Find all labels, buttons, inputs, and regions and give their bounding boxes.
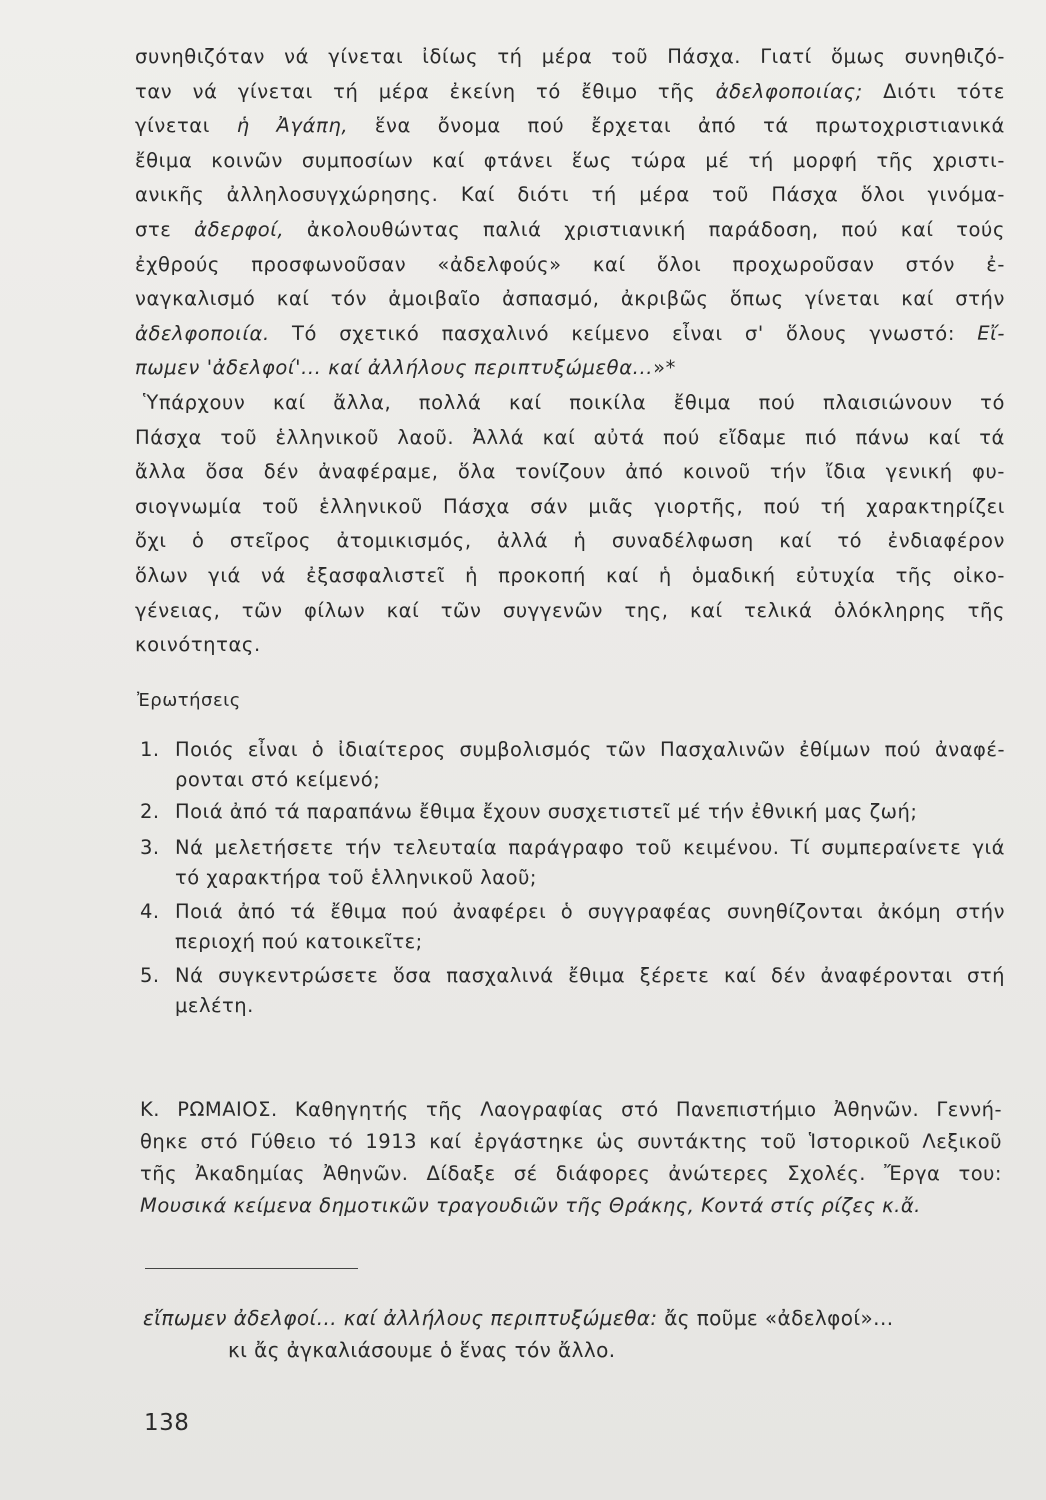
text-line: ἄλλα ὅσα δέν ἀναφέραμε, ὅλα τονίζουν ἀπό κοινοῦ τήν ἴδια γενική φυ- xyxy=(135,460,1005,484)
question-line: Ποιά ἀπό τά ἔθιμα πού ἀναφέρει ὁ συγγραφέας συνηθίζονται ἀκόμη στήν xyxy=(175,900,1005,923)
text-line: γίνεται ἡ Ἀγάπη, ἕνα ὄνομα πού ἔρχεται ἀπό τά πρωτοχριστιανικά xyxy=(135,114,1006,138)
question-number: 4. xyxy=(140,900,160,923)
page-number: 138 xyxy=(144,1410,190,1436)
question-text xyxy=(175,961,1005,1021)
question-line: Νά συγκεντρώσετε ὅσα πασχαλινά ἔθιμα ξέρετε καί δέν ἀναφέρονται στή xyxy=(175,964,1005,987)
bio-line: Μουσικά κείμενα δημοτικῶν τραγουδιῶν τῆς Θράκης, Κοντά στίς ρίζες κ.ἄ. xyxy=(140,1194,921,1217)
question-text xyxy=(175,897,1005,957)
text-line: Ὑπάρχουν καί ἄλλα, πολλά καί ποικίλα ἔθιμα πού πλαισιώνουν τό xyxy=(143,390,1005,414)
question-line: Ποιά ἀπό τά παραπάνω ἔθιμα ἔχουν συσχετιστεῖ μέ τήν ἐθνική μας ζωή; xyxy=(175,800,918,823)
main-text xyxy=(135,40,1005,663)
question-text xyxy=(175,833,1005,893)
question-line: Νά μελετήσετε τήν τελευταία παράγραφο τοῦ κειμένου. Τί συμπεραίνετε γιά xyxy=(175,836,1005,859)
text-line: ὅλων γιά νά ἐξασφαλιστεῖ ἡ προκοπή καί ἡ ὁμαδική εὐτυχία τῆς οἰκο- xyxy=(135,563,1005,587)
text-line: σιογνωμία τοῦ ἑλληνικοῦ Πάσχα σάν μιᾶς γιορτῆς, πού τή χαρακτηρίζει xyxy=(135,494,1005,518)
question-line: περιοχή πού κατοικεῖτε; xyxy=(175,930,423,953)
bio-line: θηκε στό Γύθειο τό 1913 καί ἐργάστηκε ὡς συντάκτης τοῦ Ἱστορικοῦ Λεξικοῦ xyxy=(140,1130,1002,1153)
footnote-rule xyxy=(145,1268,358,1269)
text-line: ταν νά γίνεται τή μέρα ἐκείνη τό ἔθιμο τῆς ἀδελφοποιίας; Διότι τότε xyxy=(135,79,1006,103)
footnote-line xyxy=(143,1302,1013,1334)
footnote-line: κι ἄς ἀγκαλιάσουμε ὁ ἕνας τόν ἄλλο. xyxy=(228,1338,616,1362)
question-item xyxy=(140,735,1005,795)
question-item xyxy=(140,797,1005,827)
question-item xyxy=(140,833,1005,893)
question-item xyxy=(140,961,1005,1021)
question-line: Ποιός εἶναι ὁ ἰδιαίτερος συμβολισμός τῶν Πασχαλινῶν ἐθίμων πού ἀναφέ- xyxy=(175,738,1005,761)
author-bio xyxy=(140,1094,1002,1222)
text-line: ἔθιμα κοινῶν συμποσίων καί φτάνει ἕως τώρα μέ τή μορφή τῆς χριστι- xyxy=(135,148,1005,172)
question-line: ρονται στό κείμενό; xyxy=(175,768,381,791)
footnote-italic: εἴπωμεν ἀδελφοί... καί ἀλλήλους περιπτυξώμεθα: xyxy=(143,1306,658,1330)
footnote-text: ἄς ποῦμε «ἀδελφοί»... xyxy=(657,1306,894,1330)
text-line: γένειας, τῶν φίλων καί τῶν συγγενῶν της, καί τελικά ὁλόκληρης τῆς xyxy=(135,598,1005,622)
text-line: πωμεν 'ἀδελφοί'... καί ἀλλήλους περιπτυξώμεθα...»* xyxy=(135,356,676,380)
text-line: ανικῆς ἀλληλοσυγχώρησης. Καί διότι τή μέρα τοῦ Πάσχα ὅλοι γινόμα- xyxy=(135,183,1005,207)
text-line: κοινότητας. xyxy=(135,633,261,657)
question-number: 5. xyxy=(140,964,160,987)
question-line: μελέτη. xyxy=(175,994,254,1017)
question-text xyxy=(175,735,1005,795)
text-line: ὄχι ὁ στεῖρος ἀτομικισμός, ἀλλά ἡ συναδέλφωση καί τό ἐνδιαφέρον xyxy=(135,529,1005,553)
text-line: συνηθιζόταν νά γίνεται ἰδίως τή μέρα τοῦ Πάσχα. Γιατί ὅμως συνηθιζό- xyxy=(135,45,1005,68)
question-text xyxy=(175,797,1005,827)
question-line: τό χαρακτήρα τοῦ ἑλληνικοῦ λαοῦ; xyxy=(175,866,537,889)
footnote xyxy=(143,1302,1013,1366)
bio-line: Κ. ΡΩΜΑΙΟΣ. Καθηγητής τῆς Λαογραφίας στό Πανεπιστήμιο Ἀθηνῶν. Γεννή- xyxy=(140,1098,1002,1121)
question-item xyxy=(140,897,1005,957)
text-line: στε ἀδερφοί, ἀκολουθώντας παλιά χριστιανική παράδοση, πού καί τούς xyxy=(135,217,1005,241)
text-line: ἐχθρούς προσφωνοῦσαν «ἀδελφούς» καί ὅλοι προχωροῦσαν στόν ἐ- xyxy=(135,252,1005,276)
question-number: 1. xyxy=(140,738,160,761)
text-line: ναγκαλισμό καί τόν ἀμοιβαῖο ἀσπασμό, ἀκριβῶς ὅπως γίνεται καί στήν xyxy=(135,287,1005,311)
questions-heading: Ἐρωτήσεις xyxy=(137,690,241,711)
text-line: ἀδελφοποιία. Τό σχετικό πασχαλινό κείμενο εἶναι σ' ὅλους γνωστό: Εἴ- xyxy=(135,321,1005,345)
question-number: 2. xyxy=(140,800,160,823)
text-line: Πάσχα τοῦ ἑλληνικοῦ λαοῦ. Ἀλλά καί αὐτά πού εἴδαμε πιό πάνω καί τά xyxy=(135,425,1005,449)
question-number: 3. xyxy=(140,836,160,859)
bio-line: τῆς Ἀκαδημίας Ἀθηνῶν. Δίδαξε σέ διάφορες ἀνώτερες Σχολές. Ἔργα του: xyxy=(140,1162,1002,1185)
